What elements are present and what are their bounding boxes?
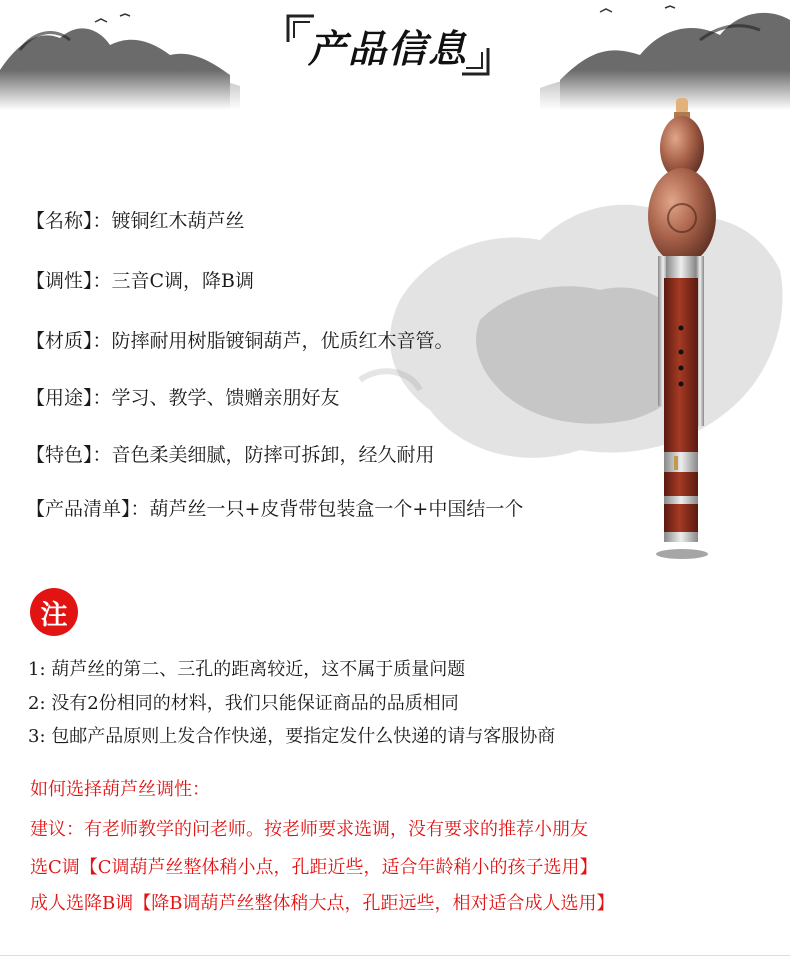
spec-value: 三音C调，降B调 [111,270,255,292]
advice-line: 选C调【C调葫芦丝整体稍小点，孔距近些，适合年龄稍小的孩子选用】 [30,857,598,878]
note-item: 3: 包邮产品原则上发合作快递，要指定发什么快递的请与客服协商 [28,726,556,747]
spec-row-features [26,440,435,467]
hulusi-instrument-icon [640,96,720,566]
spec-row-tone [26,266,254,293]
spec-value: 葫芦丝一只+皮背带包装盒一个+中国结一个 [149,498,524,520]
spec-row-usage [26,383,340,410]
spec-value: 学习、教学、馈赠亲朋好友 [111,387,340,409]
advice-line: 成人选降B调【降B调葫芦丝整体稍大点，孔距远些，相对适合成人选用】 [30,893,615,914]
advice-heading: 如何选择葫芦丝调性： [30,779,210,800]
spec-row-package [26,494,523,521]
spec-label: 【材质】： [26,330,112,352]
spec-label: 【用途】： [26,387,112,409]
note-badge: 注 [30,588,78,636]
spec-value: 镀铜红木葫芦丝 [111,210,245,232]
spec-label: 【名称】： [26,210,112,232]
spec-label: 【产品清单】： [26,498,150,520]
spec-label: 【调性】： [26,270,112,292]
advice-line: 建议：有老师教学的问老师。按老师要求选调，没有要求的推荐小朋友 [30,819,588,840]
spec-row-name [26,206,245,233]
note-item: 2: 没有2份相同的材料，我们只能保证商品的品质相同 [28,693,459,714]
note-item: 1: 葫芦丝的第二、三孔的距离较近，这不属于质量问题 [28,659,466,680]
spec-value: 防摔耐用树脂镀铜葫芦，优质红木音管。 [111,330,454,352]
page-title: 产品信息 [307,25,468,71]
spec-label: 【特色】： [26,444,112,466]
bottom-divider [0,955,790,956]
spec-row-material [26,326,454,353]
spec-value: 音色柔美细腻，防摔可拆卸，经久耐用 [111,444,435,466]
title-block [284,12,492,78]
